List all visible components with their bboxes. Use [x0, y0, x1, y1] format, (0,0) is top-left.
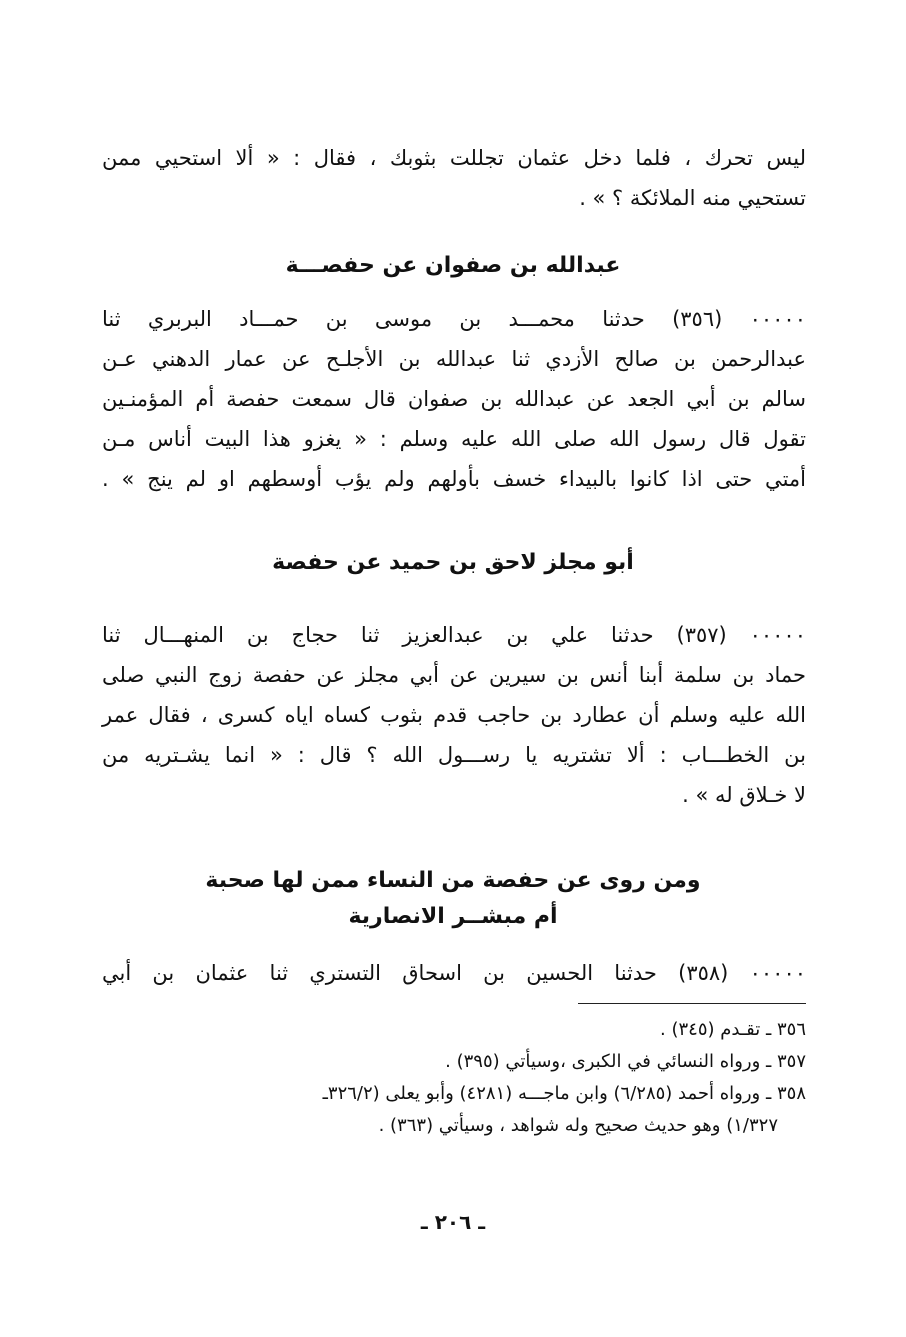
page-number: ـ ٢٠٦ ـ: [420, 1210, 486, 1234]
text-line: الله عليه وسلم أن عطارد بن حاجب قدم بثوب كساه اياه كسرى ، فقال عمر: [102, 703, 806, 727]
section-heading: ومن روى عن حفصة من النساء ممن لها صحبة: [205, 868, 701, 893]
footnote: ٣٥٨ ـ ورواه أحمد (٦/٢٨٥) وابن ماجـــه (٤٢٨١) وأبو يعلى (٣٢٦/٢ـ: [322, 1083, 806, 1104]
text-line: حماد بن سلمة أبنا أنس بن سيرين عن أبي مجلز عن حفصة زوج النبي صلى: [102, 663, 806, 687]
section-heading: أبو مجلز لاحق بن حميد عن حفصة: [272, 550, 634, 575]
footnote: ٣٥٦ ـ تقـدم (٣٤٥) .: [660, 1019, 806, 1040]
text-line: ليس تحرك ، فلما دخل عثمان تجللت بثوبك ، فقال : « ألا استحيي ممن: [102, 146, 806, 170]
footnote-divider: [578, 1003, 806, 1004]
section-subheading: أم مبشــر الانصارية: [348, 904, 558, 929]
hadith-357-paragraph: [102, 615, 806, 815]
text-line: ٠٠٠٠٠ (٣٥٧) حدثنا علي بن عبدالعزيز ثنا حجاج بن المنهـــال ثنا: [102, 623, 806, 647]
text-line: أمتي حتى اذا كانوا بالبيداء خسف بأولهم ولم يؤب أوسطهم او لم ينج » .: [102, 467, 806, 491]
text-line: لا خـلاق له » .: [682, 783, 806, 807]
section-heading: عبدالله بن صفوان عن حفصـــة: [285, 253, 621, 278]
text-line: تستحيي منه الملائكة ؟ » .: [579, 186, 806, 210]
text-line: تقول قال رسول الله صلى الله عليه وسلم : « يغزو هذا البيت أناس مـن: [102, 427, 806, 451]
intro-paragraph: [102, 138, 806, 218]
hadith-356-paragraph: [102, 299, 806, 499]
hadith-358-paragraph: [102, 953, 806, 993]
text-line: ٠٠٠٠٠ (٣٥٨) حدثنا الحسين بن اسحاق التستري ثنا عثمان بن أبي: [102, 961, 807, 985]
text-line: سالم بن أبي الجعد عن عبدالله بن صفوان قال سمعت حفصة أم المؤمنـين: [102, 387, 806, 411]
footnote: ٣٥٧ ـ ورواه النسائي في الكبرى ،وسيأتي (٣٩٥) .: [445, 1051, 806, 1072]
text-line: ٠٠٠٠٠ (٣٥٦) حدثنا محمـــد بن موسى بن حمـــاد البربري ثنا: [102, 307, 806, 331]
text-line: عبدالرحمن بن صالح الأزدي ثنا عبدالله بن الأجلـح عن عمار الدهني عـن: [102, 347, 806, 371]
text-line: بن الخطـــاب : ألا تشتريه يا رســـول الله ؟ قال : « انما يشـتريه من: [102, 743, 806, 767]
footnote-continuation: ١/٣٢٧) وهو حديث صحيح وله شواهد ، وسيأتي (٣٦٣) .: [378, 1115, 778, 1136]
